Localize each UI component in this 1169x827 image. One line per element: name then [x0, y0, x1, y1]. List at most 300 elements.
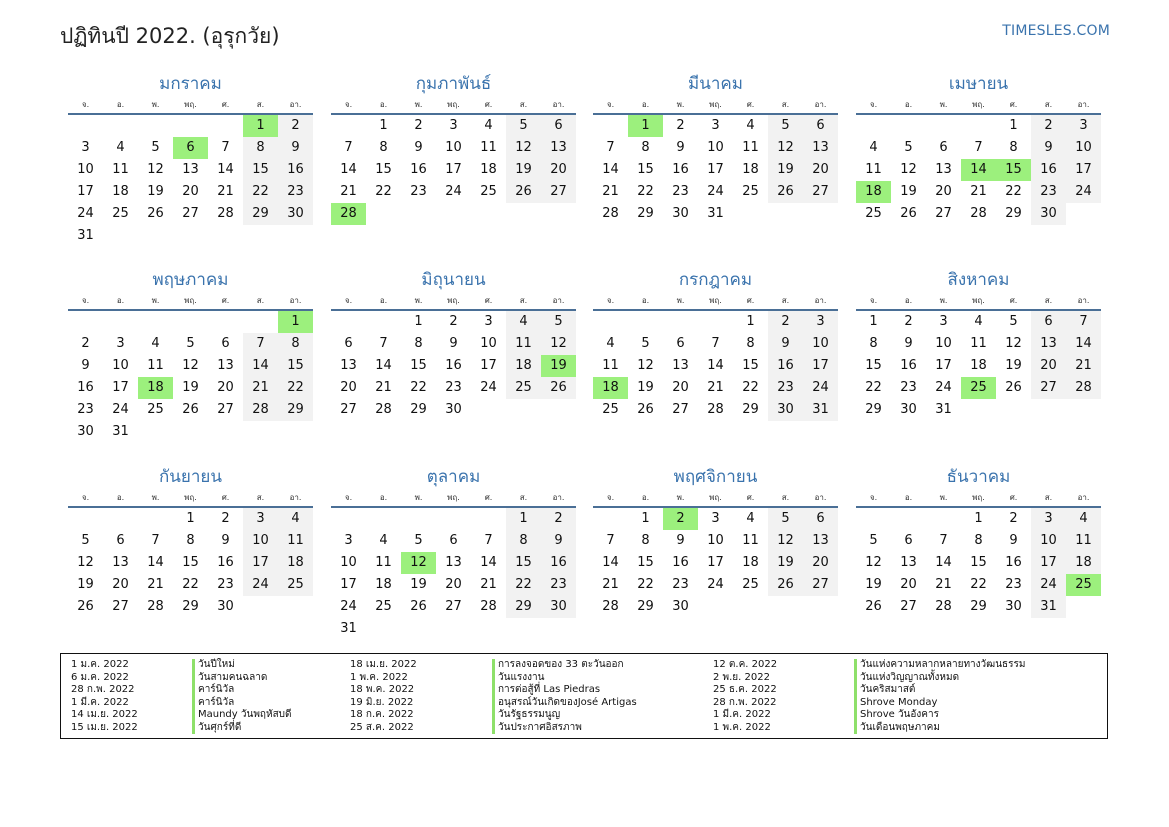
weekday-label: ศ. — [746, 493, 755, 502]
day-cell: 20 — [112, 577, 129, 592]
day-cell: 30 — [445, 402, 462, 417]
day-cell: 24 — [480, 380, 497, 395]
day-cell: 22 — [506, 574, 541, 596]
empty-cell — [926, 115, 961, 137]
day-cell: 26 — [506, 181, 541, 203]
day-cell: 28 — [602, 599, 619, 614]
weekday-header — [68, 97, 313, 115]
day-cell: 9 — [541, 530, 576, 552]
day-cell: 3 — [1066, 115, 1101, 137]
weekday-label: ศ. — [1009, 296, 1018, 305]
month-name: สิงหาคม — [947, 270, 1010, 290]
empty-cell — [208, 115, 243, 137]
day-grid — [593, 508, 838, 618]
day-cell: 7 — [484, 533, 493, 548]
day-cell: 2 — [81, 336, 90, 351]
day-cell: 18 — [138, 377, 173, 399]
weekday-label: ส. — [1044, 493, 1053, 502]
day-cell: 19 — [182, 380, 199, 395]
day-cell: 21 — [340, 184, 357, 199]
day-cell: 15 — [278, 355, 313, 377]
day-cell: 13 — [803, 137, 838, 159]
day-cell: 4 — [484, 118, 493, 133]
month-block — [331, 267, 576, 421]
day-cell: 11 — [112, 162, 129, 177]
empty-cell — [961, 115, 996, 137]
day-cell: 14 — [1066, 333, 1101, 355]
day-cell: 1 — [243, 115, 278, 137]
weekday-label: อ. — [379, 493, 388, 502]
month-name: กรกฎาคม — [678, 270, 753, 290]
day-cell: 4 — [746, 118, 755, 133]
weekday-label: พ. — [939, 100, 948, 109]
day-cell: 22 — [182, 577, 199, 592]
day-cell: 4 — [278, 508, 313, 530]
empty-cell — [891, 115, 926, 137]
day-cell: 10 — [340, 555, 357, 570]
day-cell: 13 — [672, 358, 689, 373]
weekday-header — [593, 490, 838, 508]
day-cell: 21 — [935, 577, 952, 592]
empty-cell — [628, 311, 663, 333]
day-cell: 7 — [344, 140, 353, 155]
day-cell: 8 — [506, 530, 541, 552]
weekday-label: ส. — [256, 493, 265, 502]
day-cell: 12 — [865, 555, 882, 570]
day-cell: 23 — [672, 577, 689, 592]
page-title: ปฏิทินปี 2022. (อุรุกวัย) — [60, 24, 280, 48]
day-grid — [331, 508, 576, 640]
day-cell: 15 — [506, 552, 541, 574]
legend-names-1: วันปีใหม่ วันสามคนฉลาด คาร์นิวัล คาร์นิวัล Maundy วันพฤหัสบดี วันศุกร์ที่ดี — [192, 659, 292, 734]
day-cell: 3 — [484, 314, 493, 329]
weekday-label: ส. — [519, 100, 528, 109]
day-cell: 1 — [869, 314, 878, 329]
day-cell: 2 — [1009, 511, 1018, 526]
day-cell: 30 — [672, 206, 689, 221]
day-cell: 23 — [217, 577, 234, 592]
day-cell: 17 — [445, 162, 462, 177]
weekday-label: พ. — [414, 100, 423, 109]
day-cell: 5 — [151, 140, 160, 155]
day-cell: 25 — [602, 402, 619, 417]
day-cell: 7 — [939, 533, 948, 548]
empty-cell — [593, 311, 628, 333]
weekday-label: อา. — [814, 100, 827, 109]
day-cell: 21 — [375, 380, 392, 395]
day-cell: 12 — [637, 358, 654, 373]
day-cell: 20 — [1031, 355, 1066, 377]
day-cell: 25 — [742, 184, 759, 199]
day-cell: 20 — [803, 159, 838, 181]
day-cell: 12 — [768, 530, 803, 552]
day-cell: 25 — [1066, 574, 1101, 596]
weekday-label: จ. — [869, 296, 878, 305]
day-cell: 10 — [935, 336, 952, 351]
weekday-label: พ. — [151, 296, 160, 305]
weekday-label: ศ. — [484, 100, 493, 109]
day-cell: 26 — [1005, 380, 1022, 395]
day-cell: 1 — [278, 311, 313, 333]
day-cell: 29 — [182, 599, 199, 614]
day-cell: 18 — [970, 358, 987, 373]
day-cell: 3 — [116, 336, 125, 351]
day-cell: 24 — [707, 184, 724, 199]
day-cell: 10 — [445, 140, 462, 155]
day-cell: 4 — [506, 311, 541, 333]
day-cell: 24 — [1066, 181, 1101, 203]
day-cell: 26 — [77, 599, 94, 614]
day-cell: 30 — [541, 596, 576, 618]
day-cell: 29 — [1005, 206, 1022, 221]
day-cell: 16 — [672, 555, 689, 570]
weekday-label: อ. — [904, 493, 913, 502]
day-cell: 5 — [869, 533, 878, 548]
weekday-label: ศ. — [746, 100, 755, 109]
day-cell: 1 — [414, 314, 423, 329]
month-name: เมษายน — [948, 74, 1009, 94]
empty-cell — [103, 115, 138, 137]
day-cell: 17 — [340, 577, 357, 592]
day-cell: 8 — [379, 140, 388, 155]
empty-cell — [926, 508, 961, 530]
weekday-label: ส. — [519, 493, 528, 502]
day-cell: 6 — [803, 508, 838, 530]
day-cell: 1 — [628, 115, 663, 137]
day-cell: 12 — [506, 137, 541, 159]
day-cell: 13 — [935, 162, 952, 177]
day-cell: 27 — [340, 402, 357, 417]
day-cell: 6 — [803, 115, 838, 137]
day-cell: 9 — [449, 336, 458, 351]
day-cell: 8 — [641, 140, 650, 155]
month-block — [68, 464, 313, 618]
day-cell: 18 — [742, 162, 759, 177]
day-cell: 3 — [711, 118, 720, 133]
day-cell: 4 — [116, 140, 125, 155]
day-cell: 6 — [541, 115, 576, 137]
day-cell: 6 — [904, 533, 913, 548]
weekday-label: ศ. — [221, 100, 230, 109]
day-cell: 18 — [1066, 552, 1101, 574]
weekday-label: พ. — [414, 493, 423, 502]
day-cell: 22 — [375, 184, 392, 199]
day-cell: 3 — [449, 118, 458, 133]
weekday-label: อ. — [641, 296, 650, 305]
day-cell: 18 — [375, 577, 392, 592]
day-cell: 27 — [900, 599, 917, 614]
weekday-label: พ. — [676, 493, 685, 502]
day-cell: 16 — [1005, 555, 1022, 570]
day-cell: 12 — [900, 162, 917, 177]
day-cell: 18 — [856, 181, 891, 203]
day-cell: 10 — [1031, 530, 1066, 552]
month-name: พฤศจิกายน — [673, 467, 758, 487]
month-name: กุมภาพันธ์ — [415, 74, 492, 94]
day-cell: 2 — [278, 115, 313, 137]
day-cell: 11 — [865, 162, 882, 177]
day-cell: 30 — [768, 399, 803, 421]
day-cell: 1 — [641, 511, 650, 526]
day-cell: 31 — [803, 399, 838, 421]
weekday-header — [593, 293, 838, 311]
weekday-label: พ. — [414, 296, 423, 305]
day-cell: 4 — [1066, 508, 1101, 530]
weekday-label: ศ. — [484, 296, 493, 305]
day-cell: 26 — [900, 206, 917, 221]
day-cell: 13 — [182, 162, 199, 177]
weekday-label: พฤ. — [709, 100, 722, 109]
day-cell: 3 — [711, 511, 720, 526]
month-block — [856, 267, 1101, 421]
day-cell: 25 — [112, 206, 129, 221]
weekday-label: จ. — [81, 100, 90, 109]
day-cell: 10 — [803, 333, 838, 355]
day-cell: 30 — [1005, 599, 1022, 614]
day-cell: 7 — [1066, 311, 1101, 333]
day-cell: 25 — [375, 599, 392, 614]
empty-cell — [138, 311, 173, 333]
day-cell: 31 — [340, 621, 357, 636]
day-cell: 23 — [900, 380, 917, 395]
day-cell: 8 — [186, 533, 195, 548]
day-cell: 8 — [414, 336, 423, 351]
day-cell: 4 — [869, 140, 878, 155]
day-cell: 28 — [970, 206, 987, 221]
day-cell: 29 — [278, 399, 313, 421]
weekday-label: พฤ. — [709, 493, 722, 502]
day-cell: 14 — [935, 555, 952, 570]
day-cell: 6 — [173, 137, 208, 159]
day-cell: 25 — [278, 574, 313, 596]
day-cell: 21 — [1066, 355, 1101, 377]
day-cell: 8 — [641, 533, 650, 548]
day-cell: 27 — [672, 402, 689, 417]
day-cell: 24 — [77, 206, 94, 221]
day-cell: 24 — [243, 574, 278, 596]
weekday-header — [331, 293, 576, 311]
day-cell: 20 — [340, 380, 357, 395]
site-link[interactable]: TIMESLES.COM — [1002, 23, 1110, 39]
day-cell: 24 — [340, 599, 357, 614]
day-cell: 27 — [803, 181, 838, 203]
day-cell: 10 — [112, 358, 129, 373]
weekday-label: พ. — [676, 100, 685, 109]
weekday-header — [593, 97, 838, 115]
day-cell: 17 — [1066, 159, 1101, 181]
weekday-label: ส. — [1044, 296, 1053, 305]
day-cell: 4 — [606, 336, 615, 351]
day-cell: 1 — [974, 511, 983, 526]
empty-cell — [103, 508, 138, 530]
weekday-label: อา. — [552, 493, 565, 502]
day-cell: 21 — [970, 184, 987, 199]
day-cell: 21 — [147, 577, 164, 592]
day-cell: 3 — [803, 311, 838, 333]
weekday-label: พ. — [151, 493, 160, 502]
day-cell: 14 — [147, 555, 164, 570]
day-cell: 25 — [865, 206, 882, 221]
day-cell: 22 — [637, 577, 654, 592]
day-cell: 20 — [935, 184, 952, 199]
day-cell: 3 — [939, 314, 948, 329]
empty-cell — [68, 508, 103, 530]
day-cell: 3 — [243, 508, 278, 530]
day-cell: 25 — [480, 184, 497, 199]
day-cell: 23 — [410, 184, 427, 199]
day-cell: 19 — [77, 577, 94, 592]
day-cell: 23 — [768, 377, 803, 399]
weekday-label: อ. — [116, 100, 125, 109]
day-cell: 2 — [541, 508, 576, 530]
day-cell: 7 — [606, 533, 615, 548]
month-block — [68, 71, 313, 247]
day-cell: 10 — [77, 162, 94, 177]
day-cell: 12 — [541, 333, 576, 355]
weekday-label: จ. — [606, 493, 615, 502]
day-cell: 6 — [344, 336, 353, 351]
day-cell: 16 — [768, 355, 803, 377]
empty-cell — [331, 115, 366, 137]
empty-cell — [138, 115, 173, 137]
weekday-label: อ. — [641, 100, 650, 109]
day-cell: 23 — [1005, 577, 1022, 592]
day-cell: 16 — [900, 358, 917, 373]
day-grid — [68, 508, 313, 618]
day-cell: 9 — [221, 533, 230, 548]
day-cell: 16 — [1031, 159, 1066, 181]
weekday-label: จ. — [869, 493, 878, 502]
empty-cell — [593, 115, 628, 137]
day-cell: 23 — [278, 181, 313, 203]
weekday-label: อ. — [379, 100, 388, 109]
day-cell: 12 — [768, 137, 803, 159]
day-cell: 22 — [637, 184, 654, 199]
day-cell: 4 — [974, 314, 983, 329]
day-cell: 30 — [77, 424, 94, 439]
day-cell: 14 — [480, 555, 497, 570]
day-cell: 1 — [1009, 118, 1018, 133]
day-cell: 17 — [803, 355, 838, 377]
day-cell: 6 — [449, 533, 458, 548]
day-cell: 8 — [974, 533, 983, 548]
day-cell: 25 — [506, 377, 541, 399]
weekday-label: จ. — [81, 296, 90, 305]
weekday-label: จ. — [344, 100, 353, 109]
day-cell: 23 — [541, 574, 576, 596]
weekday-label: จ. — [869, 100, 878, 109]
legend-dates-3: 12 ต.ค. 2022 2 พ.ย. 2022 25 ธ.ค. 2022 28 ก.พ. 2022 1 มี.ค. 2022 1 พ.ค. 2022 — [713, 659, 778, 733]
day-cell: 27 — [803, 574, 838, 596]
day-cell: 7 — [711, 336, 720, 351]
day-cell: 5 — [186, 336, 195, 351]
day-cell: 10 — [480, 336, 497, 351]
day-cell: 19 — [541, 355, 576, 377]
weekday-label: อา. — [1077, 100, 1090, 109]
day-cell: 14 — [375, 358, 392, 373]
day-cell: 16 — [77, 380, 94, 395]
day-grid — [331, 115, 576, 225]
day-cell: 13 — [340, 358, 357, 373]
day-cell: 14 — [602, 555, 619, 570]
day-cell: 21 — [602, 577, 619, 592]
day-cell: 14 — [243, 355, 278, 377]
day-cell: 22 — [243, 181, 278, 203]
day-cell: 11 — [742, 140, 759, 155]
day-cell: 13 — [1031, 333, 1066, 355]
day-cell: 19 — [506, 159, 541, 181]
day-cell: 26 — [637, 402, 654, 417]
weekday-label: ศ. — [746, 296, 755, 305]
day-cell: 22 — [865, 380, 882, 395]
day-cell: 20 — [217, 380, 234, 395]
day-cell: 14 — [961, 159, 996, 181]
day-cell: 15 — [182, 555, 199, 570]
day-cell: 22 — [742, 380, 759, 395]
day-cell: 1 — [186, 511, 195, 526]
day-cell: 15 — [410, 358, 427, 373]
weekday-label: ส. — [781, 100, 790, 109]
empty-cell — [366, 311, 401, 333]
day-cell: 19 — [410, 577, 427, 592]
day-cell: 24 — [803, 377, 838, 399]
day-cell: 15 — [375, 162, 392, 177]
day-cell: 23 — [672, 184, 689, 199]
day-cell: 28 — [1066, 377, 1101, 399]
weekday-label: อา. — [289, 296, 302, 305]
day-cell: 15 — [865, 358, 882, 373]
day-cell: 4 — [151, 336, 160, 351]
day-cell: 2 — [1031, 115, 1066, 137]
day-cell: 5 — [641, 336, 650, 351]
day-cell: 19 — [637, 380, 654, 395]
day-cell: 5 — [768, 115, 803, 137]
weekday-label: ส. — [781, 296, 790, 305]
day-cell: 8 — [746, 336, 755, 351]
day-cell: 11 — [147, 358, 164, 373]
weekday-header — [856, 490, 1101, 508]
empty-cell — [593, 508, 628, 530]
weekday-header — [68, 490, 313, 508]
day-cell: 14 — [217, 162, 234, 177]
day-cell: 5 — [904, 140, 913, 155]
day-cell: 6 — [221, 336, 230, 351]
day-grid — [856, 508, 1101, 618]
month-block — [331, 71, 576, 225]
day-cell: 13 — [541, 137, 576, 159]
weekday-label: อา. — [814, 296, 827, 305]
day-cell: 28 — [375, 402, 392, 417]
day-cell: 15 — [637, 555, 654, 570]
legend-names-2: การลงจอดของ 33 ตะวันออก วันแรงงาน การต่อสู้ที่ Las Piedras อนุสรณ์วันเกิดของJosé Artigas วันรัฐธรรมนูญ วันประกาศอิสรภาพ — [492, 659, 637, 734]
day-cell: 27 — [1031, 377, 1066, 399]
weekday-header — [856, 97, 1101, 115]
day-cell: 10 — [1066, 137, 1101, 159]
day-cell: 17 — [480, 358, 497, 373]
day-cell: 14 — [602, 162, 619, 177]
weekday-label: อ. — [116, 296, 125, 305]
empty-cell — [366, 508, 401, 530]
day-cell: 26 — [865, 599, 882, 614]
month-block — [331, 464, 576, 640]
day-cell: 28 — [217, 206, 234, 221]
day-cell: 19 — [1005, 358, 1022, 373]
day-cell: 11 — [742, 533, 759, 548]
day-cell: 9 — [676, 140, 685, 155]
day-cell: 5 — [414, 533, 423, 548]
day-cell: 21 — [707, 380, 724, 395]
day-cell: 24 — [707, 577, 724, 592]
